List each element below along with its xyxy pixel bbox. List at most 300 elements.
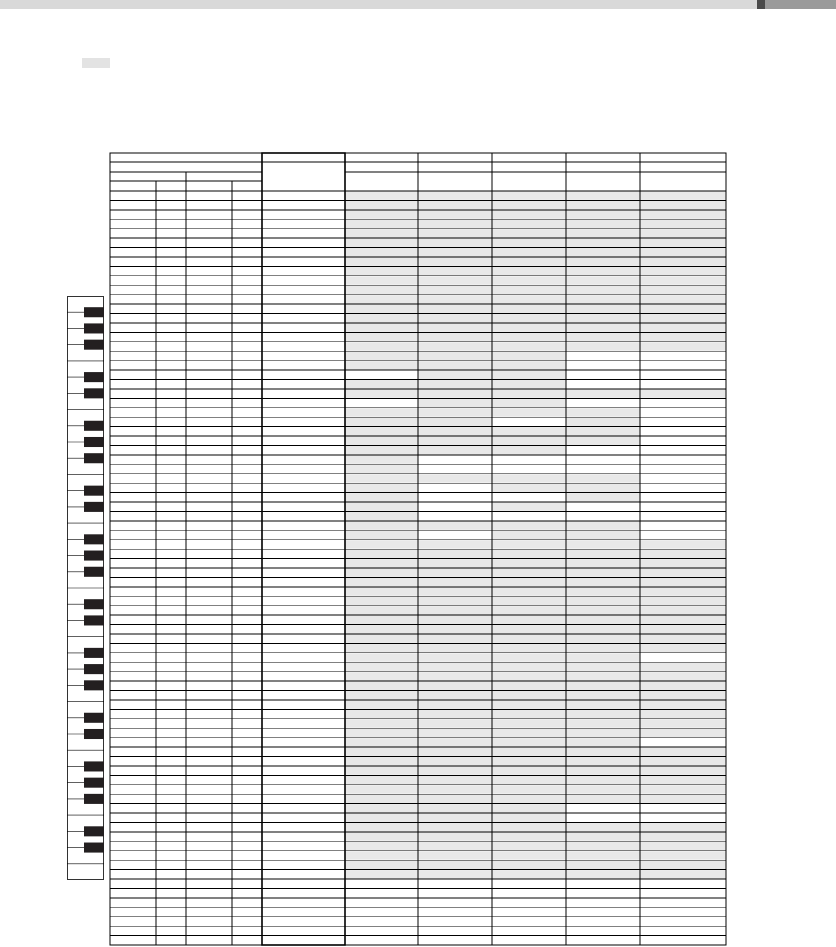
shaded-cell xyxy=(346,587,418,595)
shaded-cell xyxy=(641,823,726,831)
shaded-cell xyxy=(493,814,566,822)
shaded-cell xyxy=(419,333,492,341)
shaded-cell xyxy=(641,578,726,586)
shaded-cell xyxy=(419,823,492,831)
shaded-cell xyxy=(419,870,492,878)
shaded-cell xyxy=(493,446,566,454)
black-key xyxy=(84,453,104,463)
shaded-cell xyxy=(419,653,492,661)
shaded-cell xyxy=(567,861,640,869)
page-header-bar xyxy=(0,0,836,9)
shaded-cell xyxy=(567,832,640,840)
shaded-cell xyxy=(493,371,566,379)
shaded-cell xyxy=(567,286,640,294)
shaded-cell xyxy=(567,342,640,350)
shaded-cell xyxy=(641,672,726,680)
shaded-cell xyxy=(346,276,418,284)
black-key xyxy=(84,372,104,382)
black-key xyxy=(84,502,104,512)
shaded-cell xyxy=(641,248,726,256)
shaded-cell xyxy=(641,616,726,624)
shaded-cell xyxy=(419,295,492,303)
shaded-cell xyxy=(419,587,492,595)
shaded-cell xyxy=(419,616,492,624)
shaded-cell xyxy=(567,559,640,567)
shaded-cell xyxy=(641,766,726,774)
shaded-cell xyxy=(641,842,726,850)
shaded-cell xyxy=(493,550,566,558)
shaded-cell xyxy=(567,257,640,265)
shaded-cell xyxy=(346,352,418,360)
shaded-cell xyxy=(493,597,566,605)
shaded-cell xyxy=(567,408,640,416)
shaded-cell xyxy=(493,776,566,784)
shaded-cell xyxy=(346,455,418,463)
shaded-cell xyxy=(346,757,418,765)
shaded-cell xyxy=(346,700,418,708)
shaded-cell xyxy=(419,521,492,529)
black-key xyxy=(84,599,104,609)
shaded-cell xyxy=(346,239,418,247)
shaded-cell xyxy=(641,569,726,577)
shaded-cell xyxy=(493,352,566,360)
table-frame xyxy=(110,153,726,945)
shaded-cell xyxy=(567,691,640,699)
shaded-cell xyxy=(346,729,418,737)
shaded-cell xyxy=(346,842,418,850)
keyboard-diagram xyxy=(67,296,104,880)
shaded-cell xyxy=(346,738,418,746)
shaded-cell xyxy=(493,870,566,878)
shaded-cell xyxy=(567,437,640,445)
shaded-cell xyxy=(493,766,566,774)
shaded-cell xyxy=(346,295,418,303)
shaded-cell xyxy=(346,531,418,539)
black-key xyxy=(84,826,104,836)
shaded-cell xyxy=(493,427,566,435)
shaded-cell xyxy=(346,333,418,341)
shaded-cell xyxy=(493,286,566,294)
shaded-cell xyxy=(567,682,640,690)
shaded-cell xyxy=(493,559,566,567)
shaded-cell xyxy=(641,861,726,869)
shaded-cell xyxy=(567,738,640,746)
shaded-cell xyxy=(346,682,418,690)
shaded-cell xyxy=(567,578,640,586)
shaded-cell xyxy=(493,738,566,746)
shaded-cell xyxy=(346,305,418,313)
shaded-cell xyxy=(493,606,566,614)
shaded-cell xyxy=(493,823,566,831)
shaded-cell xyxy=(419,625,492,633)
shaded-cell xyxy=(419,389,492,397)
shaded-cell xyxy=(346,616,418,624)
shaded-cell xyxy=(493,295,566,303)
black-key xyxy=(84,680,104,690)
shaded-cell xyxy=(419,474,492,482)
shaded-cell xyxy=(346,427,418,435)
shaded-cell xyxy=(641,785,726,793)
shaded-cell xyxy=(419,606,492,614)
shaded-cell xyxy=(641,201,726,209)
shaded-cell xyxy=(419,710,492,718)
shaded-cell xyxy=(567,700,640,708)
shaded-cell xyxy=(493,389,566,397)
shaded-cell xyxy=(641,295,726,303)
shaded-cell xyxy=(641,644,726,652)
shaded-cell xyxy=(493,399,566,407)
shaded-cell xyxy=(493,616,566,624)
shaded-cell xyxy=(493,408,566,416)
shaded-cell xyxy=(641,239,726,247)
shaded-cell xyxy=(419,691,492,699)
black-key xyxy=(84,388,104,398)
shaded-cell xyxy=(493,804,566,812)
shaded-cell xyxy=(641,333,726,341)
shaded-cell xyxy=(419,795,492,803)
shaded-cell xyxy=(567,267,640,275)
shaded-cell xyxy=(346,653,418,661)
shaded-cell xyxy=(346,437,418,445)
shaded-cell xyxy=(346,569,418,577)
shaded-cell xyxy=(641,305,726,313)
shaded-cell xyxy=(419,757,492,765)
shaded-cell xyxy=(346,785,418,793)
shaded-cell xyxy=(346,474,418,482)
shaded-cell xyxy=(641,719,726,727)
shaded-cell xyxy=(346,361,418,369)
shaded-cell xyxy=(419,361,492,369)
shaded-cell xyxy=(493,861,566,869)
shaded-cell xyxy=(346,503,418,511)
shaded-cell xyxy=(419,352,492,360)
shaded-cell xyxy=(567,521,640,529)
shaded-cell xyxy=(493,201,566,209)
shaded-cell xyxy=(567,333,640,341)
shaded-cell xyxy=(567,493,640,501)
shaded-cell xyxy=(419,738,492,746)
shaded-cell xyxy=(493,653,566,661)
shaded-cell xyxy=(419,776,492,784)
shaded-cell xyxy=(567,531,640,539)
shaded-cell xyxy=(493,314,566,322)
shaded-cell xyxy=(493,257,566,265)
shaded-cell xyxy=(567,276,640,284)
black-key xyxy=(84,551,104,561)
shaded-cell xyxy=(493,785,566,793)
shaded-cell xyxy=(419,399,492,407)
black-key xyxy=(84,648,104,658)
shaded-cell xyxy=(493,267,566,275)
shaded-cell xyxy=(419,418,492,426)
shaded-cell xyxy=(419,550,492,558)
shaded-cell xyxy=(346,766,418,774)
shaded-cell xyxy=(493,578,566,586)
shaded-cell xyxy=(567,550,640,558)
shaded-cell xyxy=(567,823,640,831)
shaded-cell xyxy=(419,446,492,454)
shaded-cell xyxy=(641,776,726,784)
shaded-cell xyxy=(567,757,640,765)
shaded-cell xyxy=(567,710,640,718)
shaded-cell xyxy=(641,606,726,614)
black-key xyxy=(84,843,104,853)
shaded-cell xyxy=(419,257,492,265)
shaded-cell xyxy=(493,719,566,727)
shaded-cell xyxy=(493,634,566,642)
shaded-cell xyxy=(346,408,418,416)
shaded-cell xyxy=(419,192,492,200)
section-marker xyxy=(82,58,110,68)
shaded-cell xyxy=(567,851,640,859)
black-key xyxy=(84,486,104,496)
shaded-cell xyxy=(419,832,492,840)
shaded-cell xyxy=(346,201,418,209)
black-key xyxy=(84,323,104,333)
shaded-cell xyxy=(567,569,640,577)
shaded-cell xyxy=(493,832,566,840)
black-key xyxy=(84,664,104,674)
shaded-cell xyxy=(567,597,640,605)
shaded-cell xyxy=(493,691,566,699)
shaded-cell xyxy=(493,361,566,369)
shaded-cell xyxy=(641,748,726,756)
shaded-cell xyxy=(346,861,418,869)
shaded-cell xyxy=(419,729,492,737)
shaded-cell xyxy=(493,540,566,548)
shaded-cell xyxy=(567,295,640,303)
shaded-cell xyxy=(346,644,418,652)
shaded-cell xyxy=(493,239,566,247)
shaded-cell xyxy=(641,832,726,840)
shaded-cell xyxy=(567,625,640,633)
shaded-cell xyxy=(419,342,492,350)
shaded-cell xyxy=(641,757,726,765)
shaded-cell xyxy=(641,663,726,671)
shaded-cell xyxy=(493,220,566,228)
shaded-cell xyxy=(641,700,726,708)
shaded-cell xyxy=(419,286,492,294)
shaded-cell xyxy=(567,729,640,737)
shaded-cell xyxy=(493,569,566,577)
shaded-cell xyxy=(641,389,726,397)
black-key xyxy=(84,534,104,544)
shaded-cell xyxy=(419,748,492,756)
shaded-cell xyxy=(493,672,566,680)
shaded-cell xyxy=(641,559,726,567)
shaded-cell xyxy=(567,766,640,774)
shaded-cell xyxy=(346,220,418,228)
shaded-cell xyxy=(346,540,418,548)
shaded-cell xyxy=(641,220,726,228)
shaded-cell xyxy=(419,804,492,812)
shaded-cell xyxy=(567,540,640,548)
shaded-cell xyxy=(419,663,492,671)
shaded-cell xyxy=(641,540,726,548)
shaded-cell xyxy=(419,700,492,708)
shaded-cell xyxy=(493,323,566,331)
shaded-cell xyxy=(567,474,640,482)
page-header-tab xyxy=(757,0,765,9)
black-key xyxy=(84,340,104,350)
page-header-tab-right xyxy=(765,0,836,9)
shaded-cell xyxy=(346,776,418,784)
shaded-cell xyxy=(419,201,492,209)
shaded-cell xyxy=(346,342,418,350)
grid-lines xyxy=(110,153,726,945)
shaded-cell xyxy=(346,832,418,840)
shaded-cell xyxy=(346,597,418,605)
shaded-cell xyxy=(567,842,640,850)
shaded-cell xyxy=(567,616,640,624)
shaded-cell xyxy=(567,663,640,671)
shaded-cell xyxy=(419,814,492,822)
shaded-cell xyxy=(641,550,726,558)
shaded-cell xyxy=(346,465,418,473)
shaded-cell xyxy=(493,748,566,756)
shaded-cell xyxy=(567,427,640,435)
shaded-cell xyxy=(567,389,640,397)
shaded-cell xyxy=(493,682,566,690)
shaded-cell xyxy=(567,653,640,661)
shaded-cell xyxy=(567,229,640,237)
shaded-cell xyxy=(567,220,640,228)
shaded-cell xyxy=(346,625,418,633)
shaded-cell xyxy=(419,597,492,605)
shaded-cell xyxy=(346,192,418,200)
shaded-cell xyxy=(419,305,492,313)
shaded-cell xyxy=(346,634,418,642)
shaded-cell xyxy=(346,550,418,558)
shaded-cell xyxy=(346,446,418,454)
shaded-cell xyxy=(346,267,418,275)
shaded-cell xyxy=(419,323,492,331)
shaded-cell xyxy=(346,314,418,322)
shaded-cell xyxy=(346,286,418,294)
voice-column-frame xyxy=(262,153,345,945)
shaded-cell xyxy=(419,220,492,228)
shaded-cell xyxy=(641,267,726,275)
shaded-cell xyxy=(346,248,418,256)
shaded-cell xyxy=(641,257,726,265)
shaded-cell xyxy=(641,192,726,200)
shaded-cell xyxy=(493,587,566,595)
shaded-cell xyxy=(567,606,640,614)
shaded-cell xyxy=(493,729,566,737)
shaded-cell xyxy=(419,851,492,859)
shaded-cell xyxy=(419,672,492,680)
shaded-cell xyxy=(493,437,566,445)
shaded-cell xyxy=(419,371,492,379)
shaded-cell xyxy=(493,305,566,313)
shaded-cell xyxy=(641,210,726,218)
shaded-cell xyxy=(346,748,418,756)
shaded-cell xyxy=(493,531,566,539)
shaded-cell xyxy=(567,314,640,322)
shaded-cell xyxy=(493,710,566,718)
shaded-cell xyxy=(419,210,492,218)
shaded-cell xyxy=(346,389,418,397)
black-key xyxy=(84,761,104,771)
shaded-cell xyxy=(641,314,726,322)
shaded-cell xyxy=(567,748,640,756)
shaded-cell xyxy=(493,380,566,388)
shaded-cell xyxy=(641,795,726,803)
shaded-cell xyxy=(346,493,418,501)
shaded-cell xyxy=(567,484,640,492)
shaded-cell xyxy=(641,691,726,699)
shaded-cell xyxy=(419,682,492,690)
black-key xyxy=(84,307,104,317)
shaded-cell xyxy=(419,437,492,445)
shaded-cell xyxy=(567,785,640,793)
shaded-cell xyxy=(346,606,418,614)
shaded-cell xyxy=(567,323,640,331)
shaded-cell xyxy=(419,427,492,435)
shaded-cell xyxy=(493,625,566,633)
shaded-cell xyxy=(567,776,640,784)
shaded-cell xyxy=(567,870,640,878)
shaded-cell xyxy=(493,333,566,341)
shaded-cell xyxy=(346,719,418,727)
shaded-cell xyxy=(567,795,640,803)
black-key xyxy=(84,729,104,739)
shaded-cell xyxy=(641,342,726,350)
shaded-cell xyxy=(346,691,418,699)
shaded-cell xyxy=(346,484,418,492)
shaded-cell xyxy=(493,229,566,237)
shaded-cell xyxy=(493,192,566,200)
shaded-cell xyxy=(346,323,418,331)
shaded-cell xyxy=(419,248,492,256)
shaded-cell xyxy=(346,521,418,529)
shaded-cell xyxy=(346,578,418,586)
shaded-cell xyxy=(493,700,566,708)
black-key xyxy=(84,421,104,431)
black-key xyxy=(84,567,104,577)
shaded-cell xyxy=(346,795,418,803)
shaded-cell xyxy=(346,804,418,812)
shaded-cell xyxy=(346,663,418,671)
shaded-cell xyxy=(641,729,726,737)
shaded-cell xyxy=(346,229,418,237)
shaded-cell xyxy=(419,380,492,388)
shaded-cell xyxy=(641,229,726,237)
shaded-cell xyxy=(493,644,566,652)
shaded-cell xyxy=(346,870,418,878)
shaded-cell xyxy=(346,380,418,388)
shaded-cell xyxy=(419,276,492,284)
shaded-cell xyxy=(567,672,640,680)
shaded-cell xyxy=(493,248,566,256)
shaded-cell xyxy=(419,267,492,275)
shaded-cell xyxy=(346,814,418,822)
shaded-cell xyxy=(567,644,640,652)
shaded-cell xyxy=(493,210,566,218)
shaded-cell xyxy=(419,408,492,416)
shaded-cell xyxy=(567,201,640,209)
shaded-cell xyxy=(346,851,418,859)
shaded-cell xyxy=(493,503,566,511)
shaded-cell xyxy=(641,587,726,595)
shaded-cell xyxy=(567,587,640,595)
shaded-cell xyxy=(346,672,418,680)
shaded-cell xyxy=(567,305,640,313)
black-key xyxy=(84,794,104,804)
shaded-cell xyxy=(493,484,566,492)
black-key xyxy=(84,437,104,447)
shaded-cells xyxy=(346,192,726,879)
